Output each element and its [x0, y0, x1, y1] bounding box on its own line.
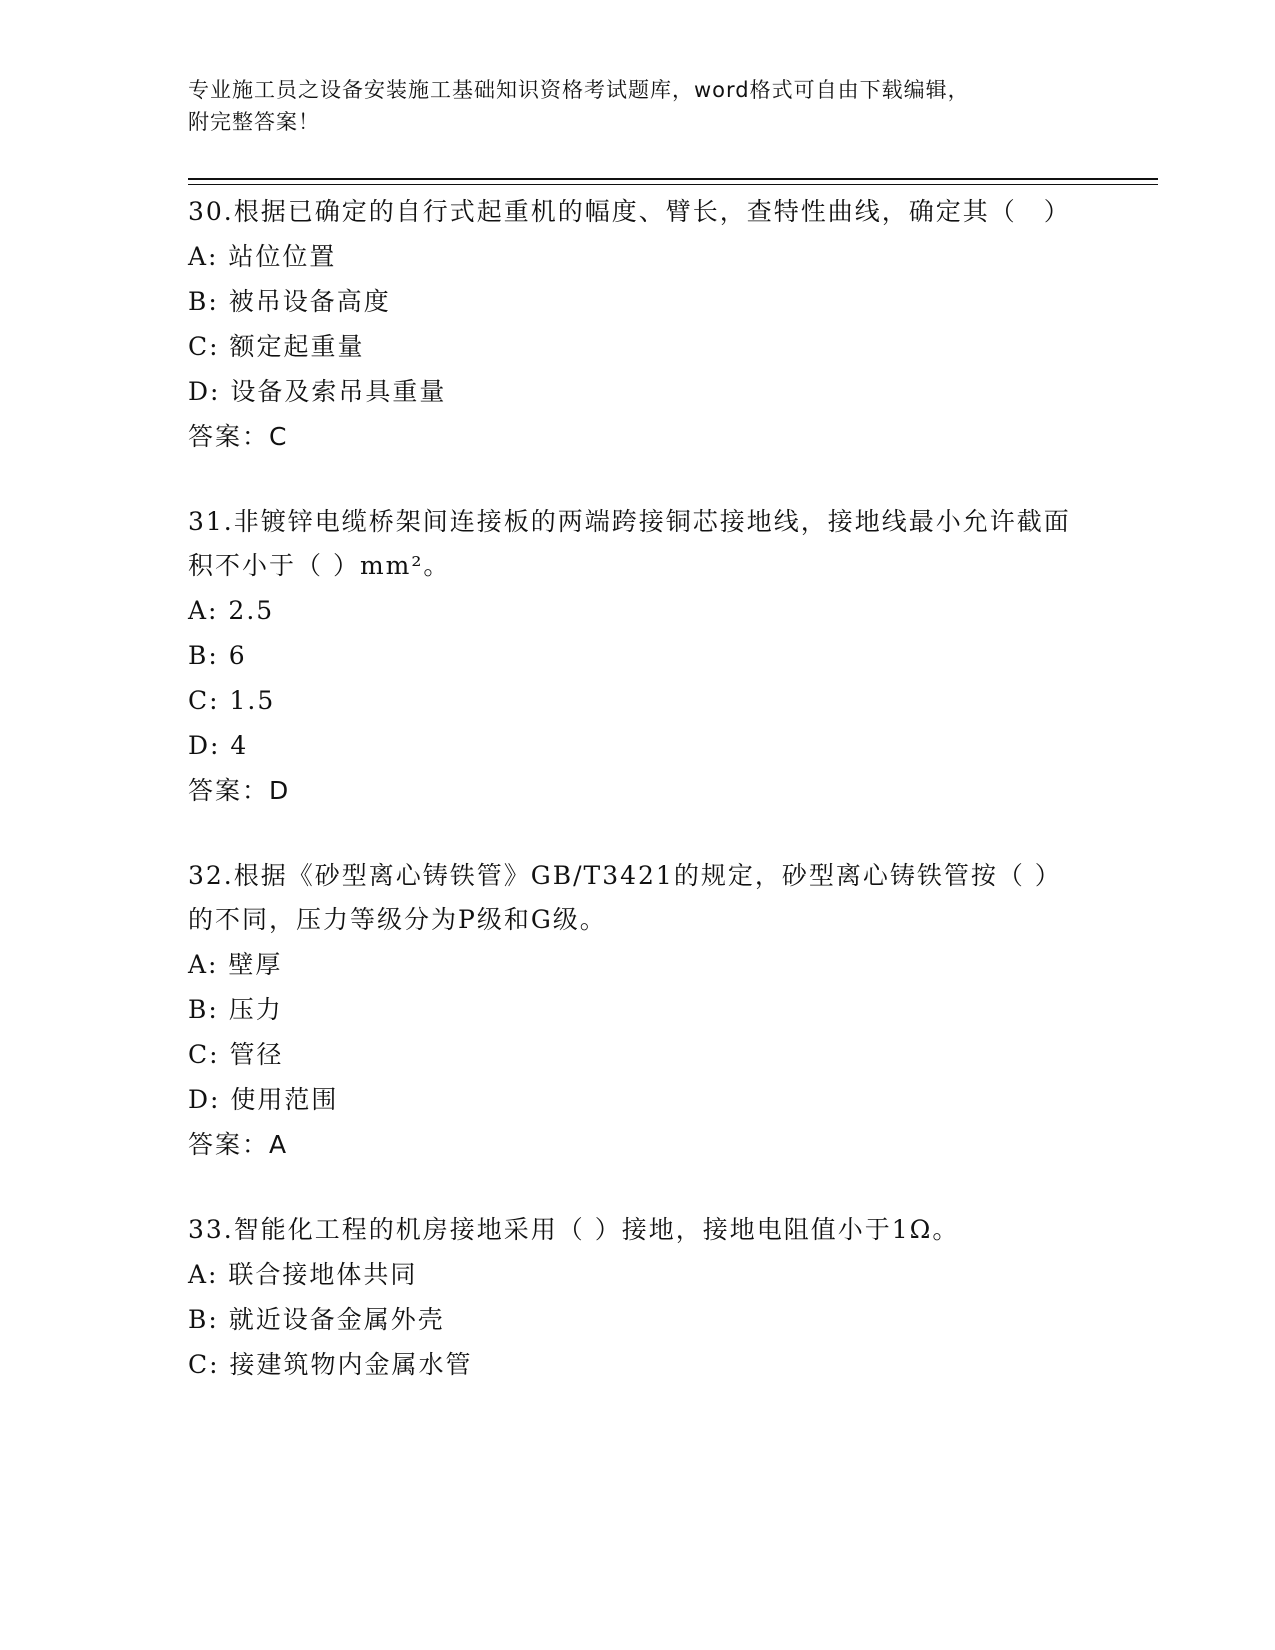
question-stem: 32.根据《砂型离心铸铁管》GB/T3421的规定，砂型离心铸铁管按（ ）的不同，压力等级分为P级和G级。 [188, 861, 1062, 934]
question-stem: 30.根据已确定的自行式起重机的幅度、臂长，查特性曲线，确定其（ ） [188, 197, 1071, 226]
option-d: D: 4 [188, 731, 249, 760]
option-d: D: 设备及索吊具重量 [188, 377, 447, 406]
question-stem: 33.智能化工程的机房接地采用（ ）接地，接地电阻值小于1Ω。 [188, 1215, 960, 1244]
answer-line: 答案：C [188, 422, 289, 451]
question-list [188, 190, 1088, 1427]
answer-line: 答案：A [188, 1130, 289, 1159]
header-line-1: 专业施工员之设备安装施工基础知识资格考试题库，word格式可自由下载编辑， [188, 78, 970, 102]
answer-line: 答案：D [188, 776, 291, 805]
header-divider-thick [188, 178, 1158, 180]
header-line-2: 附完整答案！ [188, 110, 320, 134]
option-a: A: 壁厚 [188, 950, 283, 979]
option-a: A: 站位位置 [188, 242, 337, 271]
option-c: C: 额定起重量 [188, 332, 365, 361]
question-31 [188, 500, 1088, 814]
header-divider-thin [188, 184, 1158, 185]
question-33 [188, 1208, 1088, 1387]
question-stem: 31.非镀锌电缆桥架间连接板的两端跨接铜芯接地线，接地线最小允许截面积不小于（ ）mm²。 [188, 507, 1071, 580]
option-c: C: 管径 [188, 1040, 284, 1069]
option-d: D: 使用范围 [188, 1085, 339, 1114]
option-b: B: 压力 [188, 995, 283, 1024]
document-header [188, 74, 1088, 138]
question-32 [188, 854, 1088, 1168]
option-a: A: 联合接地体共同 [188, 1260, 418, 1289]
option-c: C: 接建筑物内金属水管 [188, 1350, 473, 1379]
option-b: B: 被吊设备高度 [188, 287, 391, 316]
option-b: B: 6 [188, 641, 247, 670]
option-c: C: 1.5 [188, 686, 276, 715]
question-30 [188, 190, 1088, 460]
option-b: B: 就近设备金属外壳 [188, 1305, 445, 1334]
option-a: A: 2.5 [188, 596, 275, 625]
